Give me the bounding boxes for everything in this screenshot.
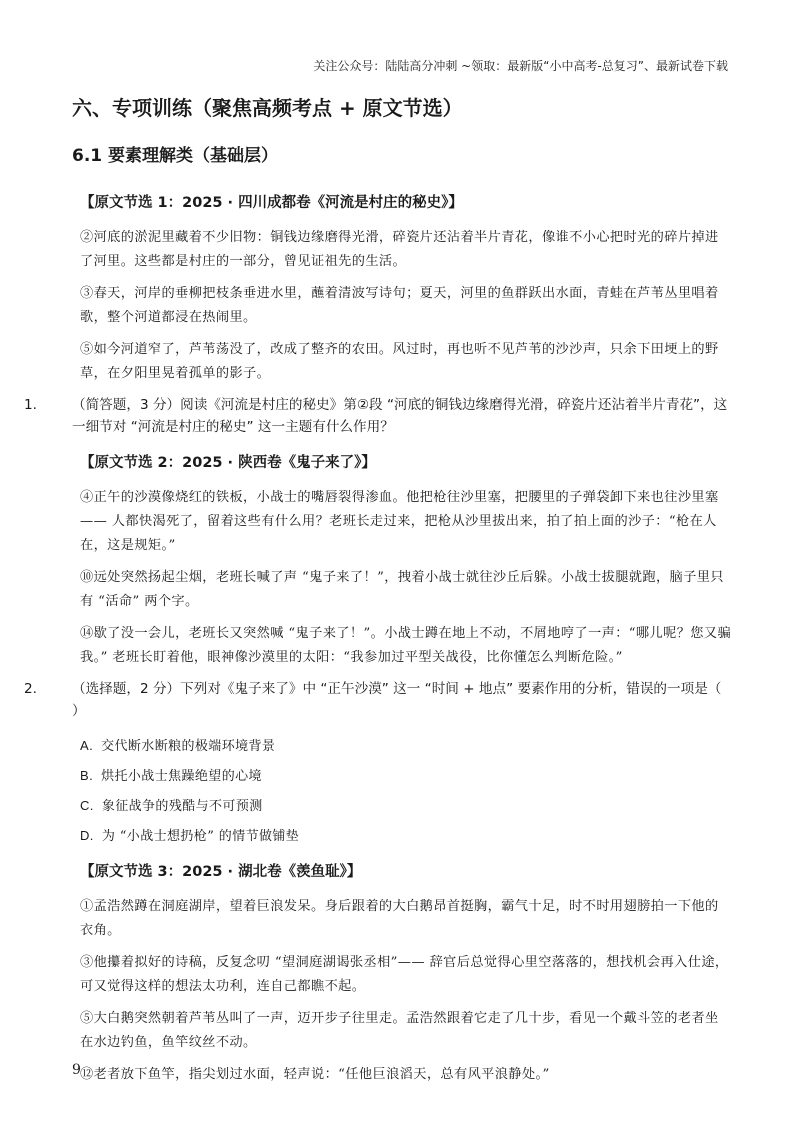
subsection-title: 6.1 要素理解类（基础层） [72,146,279,166]
excerpt-3-paragraph: ⑫老者放下鱼竿，指尖划过水面，轻声说：“任他巨浪滔天，总有风平浪静处。” [80,1067,550,1082]
excerpt-1-paragraph: ⑤如今河道窄了，芦苇荡没了，改成了整齐的农田。风过时，再也听不见芦苇的沙沙声，只余下田埂上的野草，在夕阳里晃着孤单的影子。 [80,342,719,381]
excerpt-1-paragraph: ③春天，河岸的垂柳把枝条垂进水里，蘸着清波写诗句；夏天，河里的鱼群跃出水面，青蛙在芦苇丛里唱着歌，整个河道都浸在热闹里。 [80,286,719,325]
option-d[interactable] [80,826,732,847]
option-letter: C. [80,798,94,813]
option-letter: D. [80,828,94,843]
option-c[interactable] [80,796,732,817]
question-1 [24,394,732,438]
excerpt-1-title: 【原文节选 1：2025 · 四川成都卷《河流是村庄的秘史》】 [80,195,463,211]
section-title: 六、专项训练（聚焦高频考点 + 原文节选） [72,96,463,120]
option-letter: A. [80,738,94,753]
option-b[interactable] [80,766,732,787]
excerpt-3-paragraph: ⑤大白鹅突然朝着芦苇丛叫了一声，迈开步子往里走。孟浩然跟着它走了几十步，看见一个戴斗笠的老者坐在水边钓鱼，鱼竿纹丝不动。 [80,1011,719,1050]
question-2-text: （选择题，2 分）下列对《鬼子来了》中 “正午沙漠” 这一 “时间 + 地点” 要素作用的分析，错误的一项是（ ） [72,681,722,719]
option-a[interactable] [80,736,732,757]
excerpt-2-paragraph: ⑩远处突然扬起尘烟，老班长喊了声 “鬼子来了！”，拽着小战士就往沙丘后躲。小战士拔腿就跑，脑子里只有 “活命” 两个字。 [80,570,724,609]
option-text: 为 “小战士想扔枪” 的情节做铺垫 [101,829,300,844]
excerpt-3-paragraph: ③他攥着拟好的诗稿，反复念叨 “望洞庭湖谒张丞相”—— 辞官后总觉得心里空落落的，想找机会再入仕途，可又觉得这样的想法太功利，连自己都瞧不起。 [80,955,729,994]
question-1-number: 1. [24,397,37,413]
document-body [24,94,732,1095]
excerpt-2-paragraph: ⑭歇了没一会儿，老班长又突然喊 “鬼子来了！”。小战士蹲在地上不动，不屑地哼了一声：“哪儿呢？您又骗我。” 老班长盯着他，眼神像沙漠里的太阳：“我参加过平型关战役，比你懂怎么判断危险。” [80,626,732,665]
excerpt-1-paragraph: ②河底的淤泥里藏着不少旧物：铜钱边缘磨得光滑，碎瓷片还沾着半片青花，像谁不小心把时光的碎片掉进了河里。这些都是村庄的一部分，曾见证祖先的生活。 [80,230,719,269]
page-number: 9 [72,1062,81,1078]
excerpt-3-title: 【原文节选 3：2025 · 湖北卷《羡鱼耻》】 [80,864,362,880]
question-2-number: 2. [24,681,37,697]
option-text: 烘托小战士焦躁绝望的心境 [101,769,262,784]
option-text: 象征战争的残酷与不可预测 [101,799,263,814]
excerpt-3-paragraph: ①孟浩然蹲在洞庭湖岸，望着巨浪发呆。身后跟着的大白鹅昂首挺胸，霸气十足，时不时用翅膀拍一下他的衣角。 [80,899,719,938]
option-text: 交代断水断粮的极端环境背景 [101,739,276,754]
excerpt-2-paragraph: ④正午的沙漠像烧红的铁板，小战士的嘴唇裂得渗血。他把枪往沙里塞，把腰里的子弹袋卸下来也往沙里塞 —— 人都快渴死了，留着这些有什么用？老班长走过来，把枪从沙里拔出来，拍了拍上面的沙子：“枪在人在，这是规矩。” [80,490,719,553]
excerpt-2-title: 【原文节选 2：2025 · 陕西卷《鬼子来了》】 [80,455,376,471]
question-2 [24,678,732,722]
option-letter: B. [80,768,94,783]
page-header-note: 关注公众号：陆陆高分冲刺 ~领取：最新版“小中高考-总复习”、最新试卷下载 [313,59,728,73]
question-1-text: （简答题，3 分）阅读《河流是村庄的秘史》第②段 “河底的铜钱边缘磨得光滑，碎瓷片还沾着半片青花”，这一细节对 “河流是村庄的秘史” 这一主题有什么作用？ [72,397,728,435]
